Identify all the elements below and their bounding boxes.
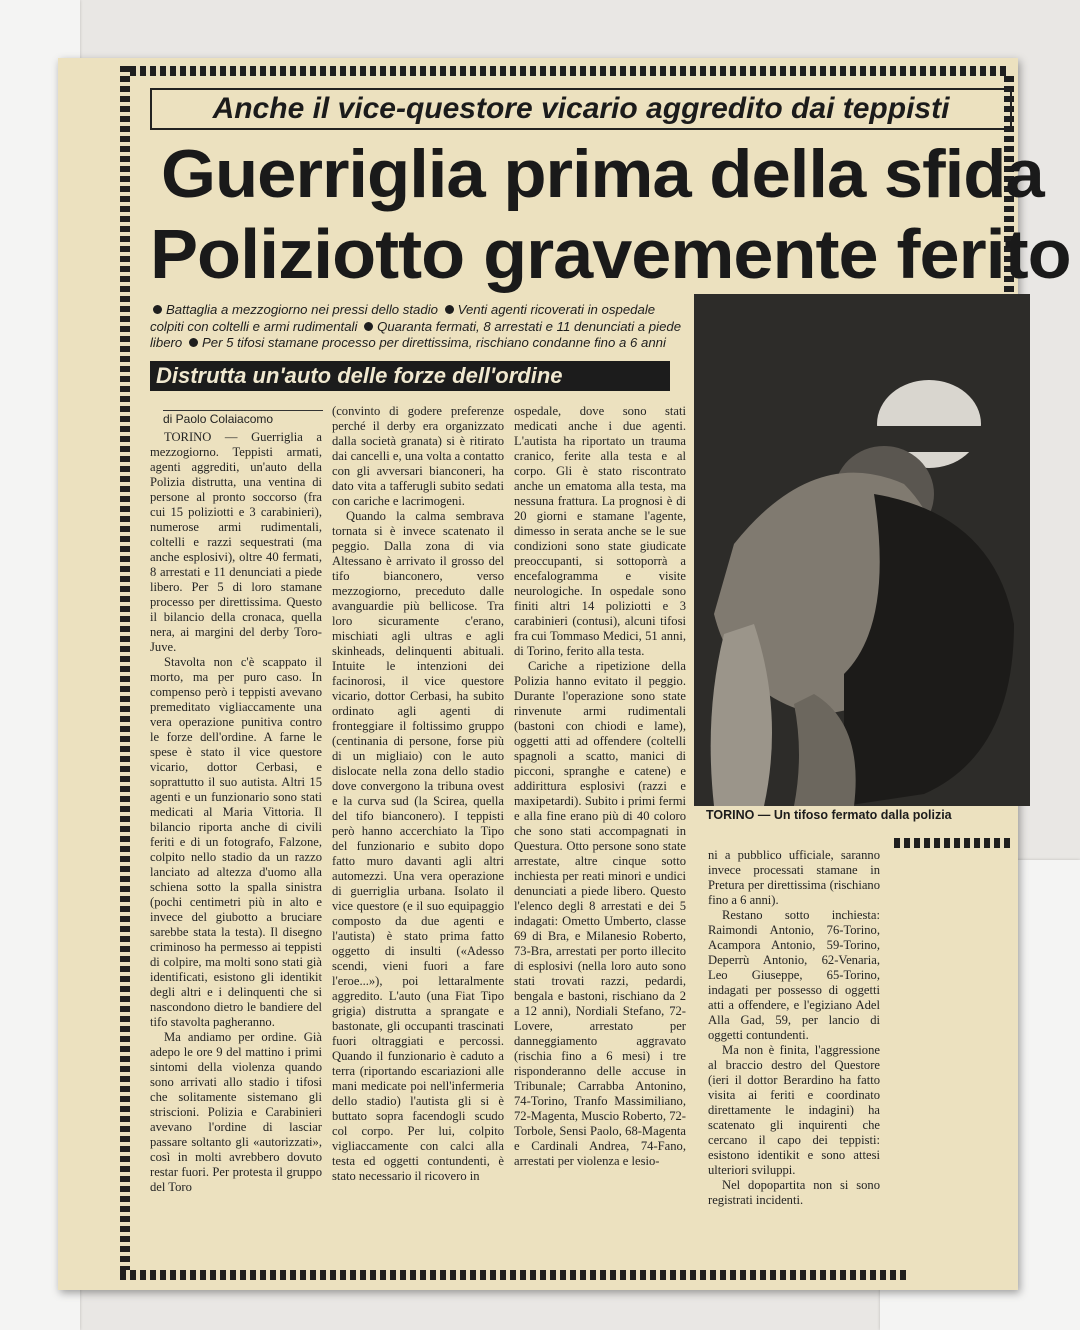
bullet-icon — [189, 338, 198, 347]
summary-item: Quaranta fermati, 8 arrestati e 11 denunciati a piede libero — [150, 318, 682, 350]
summary-item: Per 5 tifosi stamane processo per direttissima, rischiano condanne fino a 6 anni — [201, 335, 666, 350]
summary-item: Venti agenti ricoverati in ospedale colpiti con coltelli e armi rudimentali — [150, 302, 656, 334]
headline-line-1: Guerriglia prima della sfida — [161, 136, 1044, 212]
byline: di Paolo Colaiacomo — [163, 410, 323, 426]
newspaper-clipping — [58, 58, 1071, 1290]
paragraph: Stavolta non c'è scappato il morto, ma per puro caso. In compenso però i teppisti avevano premeditato vigliaccamente una vera operazione punitiva contro le forze dell'ordine. A farne le spese è stato il vice questore vicario, dottor Cerbasi, e soprattutto il suo autista. Altri 15 agenti e un funzionario sono stati medicati al Maria Vittoria. Il bilancio riporta anche di civili feriti e di un fotografo, Falzone, colpito nello stadio da un razzo lanciato ad altezza d'uomo alla schiena sotto la spalla sinistra (pochi centimetri più in alto e invece del giubotto a bruciare sarebbe stata la testa). Il disegno criminoso ha permesso ai teppisti di colpire, ma molti sono stati già identificati, esistono gli identikit degli altri e i delinquenti che si nascondono dietro le bandiere del tifo stavolta pagheranno. — [150, 655, 322, 1029]
paragraph: (convinto di godere preferenze perché il derby era organizzato dalla società granata) si è ritirato dai cancelli e, una volta a contatto con gli avversari bianconeri, ha dato vita a tafferugli subito sedati con cariche e lacrimogeni. — [332, 404, 504, 508]
film-border-top — [120, 66, 1010, 76]
bullet-icon — [364, 322, 373, 331]
paragraph: Cariche a ripetizione della Polizia hanno evitato il peggio. Durante l'operazione sono state rinvenute armi rudimentali (bastoni con chiodi e lame), oggetti atti ad offendere (coltelli spagnoli a scatto, manici di picconi, spranghe e catene) e addirittura esplosivi (razzi e maxipetardi). Subito i primi fermi e alla fine erano più di 40 coloro che sono stati accompagnati in Questura. Otto persone sono state arrestate, altre cinque sotto inchiesta per reati minori e undici denunciati a piede libero. Questo l'elenco degli 8 arrestati e dei 5 indagati: Ometto Umberto, classe 69 di Bra, e Milanesio Roberto, 73-Bra, arrestati per porto illecito di esplosivi (nella loro auto sono stati trovati razzi, pedardi, bengala e bastoni, rischiano da 2 a 12 anni), Nordiali Stefano, 72-Lovere, arrestato per danneggiamento aggravato (rischia fino a 6 mesi) i tre risponderanno delle accuse in Tribunale; Carrabba Antonino, 74-Torino, Tranfo Massimiliano, 72-Magenta, Muscio Roberto, 72-Torbole, Sensi Paolo, 68-Magenta e Cardinali Andrea, 74-Fano, arrestati per violenza e lesio- — [514, 659, 686, 1168]
paragraph: Ma non è finita, l'aggressione al braccio destro del Questore (ieri il dottor Berardino ha fatto visita ai feriti e coordinato direttamente le indagini) ha scatenato gli inquirenti che cercano il capo dei teppisti: esistono identikit e sono attesi ulteriori sviluppi. — [708, 1043, 880, 1177]
article-column-3 — [514, 404, 686, 1169]
photo-illustration — [694, 294, 1030, 806]
summary-bullets — [150, 302, 685, 352]
bullet-icon — [153, 305, 162, 314]
film-border-bottom — [120, 1270, 910, 1280]
kicker-headline: Anche il vice-questore vicario aggredito dai teppisti — [150, 88, 1012, 130]
film-border-left — [120, 66, 130, 1278]
article-column-4 — [708, 848, 880, 1208]
summary-item: Battaglia a mezzogiorno nei pressi dello stadio — [166, 302, 438, 317]
paragraph: Restano sotto inchiesta: Raimondi Antonio, 76-Torino, Acampora Antonio, 59-Torino, Deperrù Antonio, 62-Venaria, Leo Giuseppe, 65-Torino, indagati per possesso di oggetti atti a offendere, e l'egiziano Adel Alla Gad, 59, per lancio di oggetti contundenti. — [708, 908, 880, 1042]
photo-caption: TORINO — Un tifoso fermato dalla polizia — [706, 808, 952, 822]
paragraph: Quando la calma sembrava tornata si è invece scatenato il peggio. Dalla zona di via Altessano è arrivato il grosso del tifo bianconero, verso mezzogiorno, preceduto dalle avanguardie più bellicose. Tra loro sicuramente c'erano, mischiati agli ultras e agli skinheads, delinquenti abituali. Intuite le intenzioni dei facinorosi, il vice questore vicario, dottor Cerbasi, ha subito ordinato agli agenti di fronteggiare il foltissimo gruppo (centinania di persone, forse più di un migliaio) con le auto dislocate nella zona dello stadio dove convergono la tribuna ovest e la curva sud (la Scirea, quella del tifo bianconero). I teppisti però hanno accerchiato la Tipo del funzionario e subito dopo fatto muro davanti agli altri automezzi. Una vera operazione di guerriglia urbana. Isolato il vice questore (e il suo equipaggio composto da due agenti e l'autista) è stato prima fatto oggetto di insulti («Adesso scendi, vieni fuori a fare l'eroe...»), poi lettaralmente aggredito. L'auto (una Fiat Tipo grigia) distrutta a sprangate e bastonate, gli occupanti trascinati fuori oltraggiati e percossi. Quando il funzionario è caduto a terra (riportando escariazioni alle mani medicate poi nell'infermeria dello stadio) l'autista gli si è buttato sopra facendogli scudo col corpo. Per lui, colpito vigliaccamente con calci alla testa ed oggetti contundenti, è stato necessario il ricovero in — [332, 509, 504, 1183]
headline-line-2: Poliziotto gravemente ferito — [150, 215, 1071, 293]
bullet-icon — [445, 305, 454, 314]
paragraph: ospedale, dove sono stati medicati anche i due agenti. L'autista ha riportato un trauma cranico, ferite alla testa e al corpo. Gli è stato riscontrato anche un ematoma alla testa, ma nessuna frattura. La prognosi è di 20 giorni e stamane l'agente, dimesso in serata anche se le sue condizioni sono state giudicate preoccupanti, si sottoporrà a encefalogramma e visite neurologiche. In ospedale sono finiti altri 14 poliziotti e 3 carabinieri (contusi), alcuni tifosi fra cui Tommaso Medici, 51 anni, di Torino, ferito alla testa. — [514, 404, 686, 658]
film-border-photo — [894, 838, 1010, 848]
subheadline: Distrutta un'auto delle forze dell'ordine — [150, 361, 670, 391]
paragraph: Ma andiamo per ordine. Già adepo le ore 9 del mattino i primi sintomi della violenza quando sono arrivati allo stadio i tifosi che solitamente sistemano gli striscioni. Polizia e Carabinieri avevano l'ordine di lasciar passare soltanto gli «autorizzati», così in molti avrebbero dovuto restar fuori. Per protesta il gruppo del Toro — [150, 1030, 322, 1194]
paragraph: Nel dopopartita non si sono registrati incidenti. — [708, 1178, 880, 1207]
article-column-1 — [150, 430, 322, 1195]
article-column-2 — [332, 404, 504, 1184]
news-photo — [694, 294, 1030, 806]
paragraph: TORINO — Guerriglia a mezzogiorno. Teppisti armati, agenti aggrediti, un'auto della Polizia distrutta, una ventina di persone al pronto soccorso (fra cui 15 poliziotti e 3 carabinieri), numerose armi rudimentali, coltelli e razzi sequestrati (ma anche esplosivi), oltre 40 fermati, 8 arrestati e 11 denunciati a piede libero. Per 5 di loro stamane processo per direttissima. Questo il bilancio della cronaca, quella nera, ai margini del derby Toro-Juve. — [150, 430, 322, 654]
paragraph: ni a pubblico ufficiale, saranno invece processati stamane in Pretura per direttissima (rischiano fino a 6 anni). — [708, 848, 880, 907]
